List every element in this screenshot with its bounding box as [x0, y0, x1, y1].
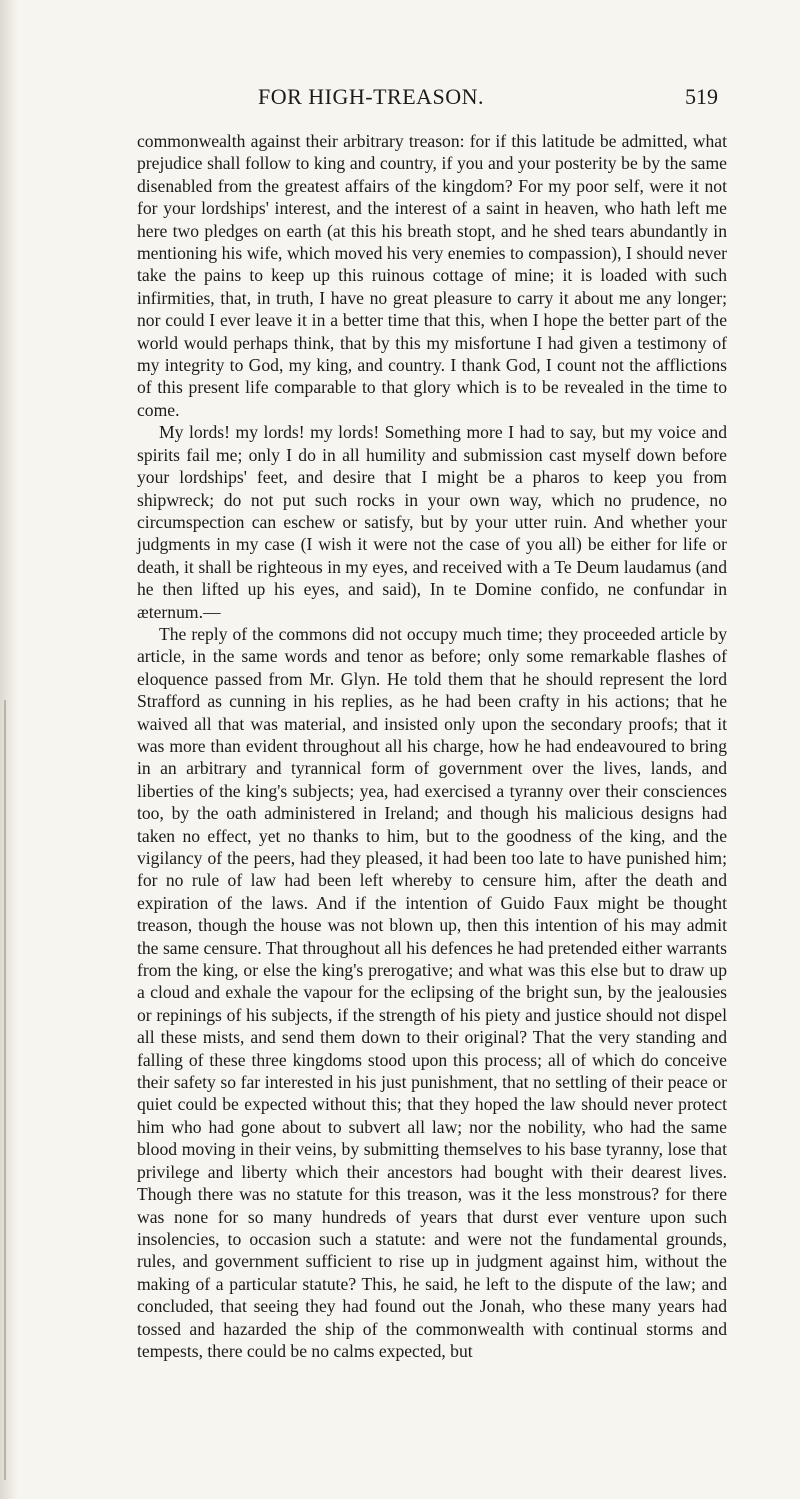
page-number: 519 — [685, 84, 718, 109]
paragraph: The reply of the commons did not occupy much time; they proceeded article by article, in the same words and tenor as before; only some remarkable flashes of eloquence passed from Mr. Glyn. He told them that he should represent the lord Strafford as cunning in his replies, as he had been crafty in his actions; that he waived all that was material, and insisted only upon the secondary proofs; that it was more than evident throughout all his charge, how he had endeavoured to bring in an arbitrary and tyrannical form of government over the lives, lands, and liberties of the king's subjects; yea, had exercised a tyranny over their consciences too, by the oath administered in Ireland; and though his malicious designs had taken no effect, yet no thanks to him, but to the goodness of the king, and the vigilancy of the peers, had they pleased, it had been too late to have punished him; for no rule of law had been left whereby to censure him, after the death and expiration of the laws. And if the intention of Guido Faux might be thought treason, though the house was not blown up, then this intention of his may admit the same censure. That throughout all his defences he had pretended either warrants from the king, or else the king's prerogative; and what was this else but to draw up a cloud and exhale the vapour for the eclipsing of the bright sun, by the jealousies or repinings of his subjects, if the strength of his piety and justice should not dispel all these mists, and send them down to their original? That the very standing and falling of these three kingdoms stood upon this process; all of which do conceive their safety so far interested in his just punishment, that no settling of their peace or quiet could be expected without this; that they hoped the law should never protect him who had gone about to subvert all law; nor the nobility, who had the same blood moving in their veins, by submitting themselves to his base tyranny, lose that privilege and liberty which their ancestors had bought with their dearest lives. Though there was no statute for this treason, was it the less monstrous? for there was none for so many hundreds of years that durst ever venture upon such insolencies, to occasion such a statute: and were not the fundamental grounds, rules, and government sufficient to rise up in judgment against him, without the making of a particular statute? This, he said, he left to the dispute of the law; and concluded, that seeing they had found out the Jonah, who these many years had tossed and hazarded the ship of the commonwealth with continual storms and tempests, there could be no calms expected, but — [137, 623, 727, 1361]
paragraph: My lords! my lords! my lords! Something more I had to say, but my voice and spirits fail me; only I do in all humility and submission cast myself down before your lordships' feet, and desire that I might be a pharos to keep you from shipwreck; do not put such rocks in your own way, which no prudence, no circumspection can eschew or satisfy, but by your utter ruin. And whether your judgments in my case (I wish it were not the case of you all) be either for life or death, it shall be righteous in my eyes, and received with a Te Deum laudamus (and he then lifted up his eyes, and said), In te Domine confido, ne confundar in æternum.— — [137, 422, 727, 622]
body-text — [137, 130, 727, 1362]
binding-edge — [4, 700, 6, 1480]
page-header — [248, 84, 718, 114]
paragraph: commonwealth against their arbitrary treason: for if this latitude be admitted, what prejudice shall follow to king and country, if you and your posterity be by the same disenabled from the greatest affairs of the kingdom? For my poor self, were it not for your lordships' interest, and the interest of a saint in heaven, who hath left me here two pledges on earth (at this his breath stopt, and he shed tears abundantly in mentioning his wife, which moved his very enemies to compassion), I should never take the pains to keep up this ruinous cottage of mine; it is loaded with such infirmities, that, in truth, I have no great pleasure to carry it about me any longer; nor could I ever leave it in a better time that this, when I hope the better part of the world would perhaps think, that by this my misfortune I had given a testimony of my integrity to God, my king, and country. I thank God, I count not the afflictions of this present life comparable to that glory which is to be revealed in the time to come. — [137, 131, 727, 420]
running-head: FOR HIGH-TREASON. — [258, 84, 485, 109]
gutter-shadow — [0, 0, 18, 1499]
